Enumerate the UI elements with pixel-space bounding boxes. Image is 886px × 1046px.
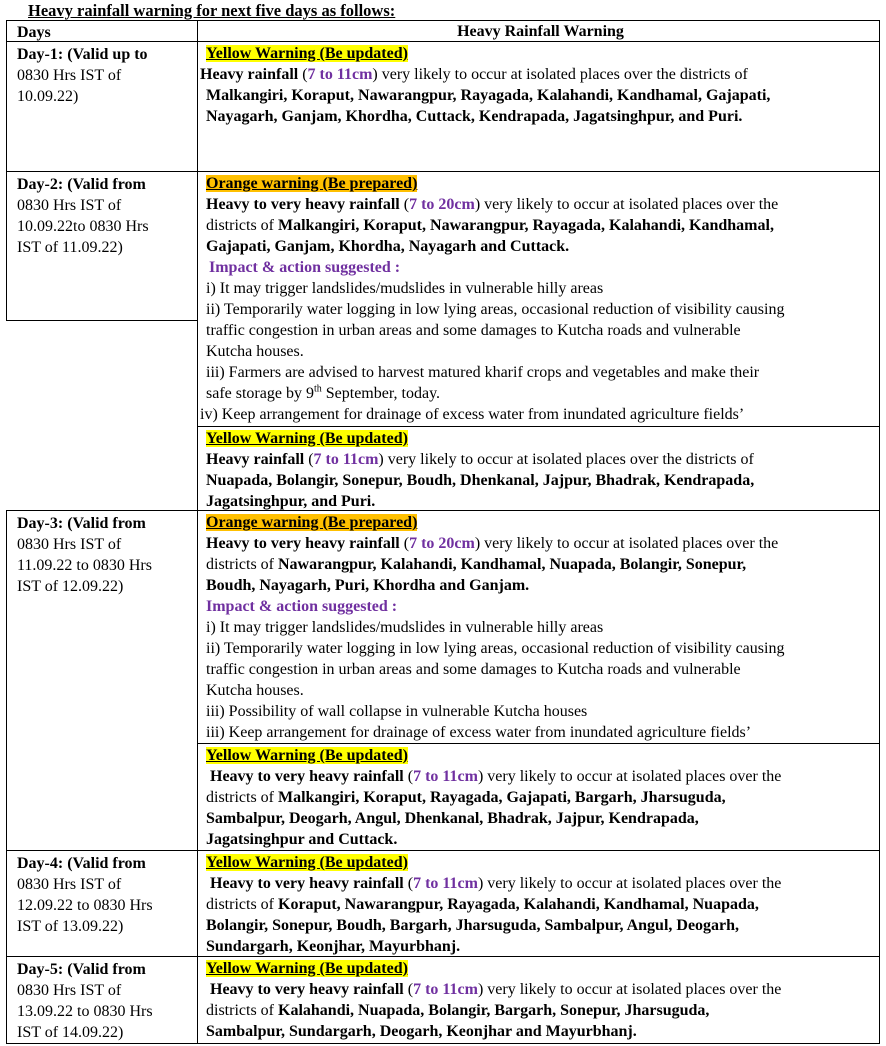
day-5-line-2: 0830 Hrs IST of [17,982,122,999]
day-5-warning [197,956,880,1044]
day-3-validity [6,510,198,851]
orange-warning-badge: Orange warning (Be prepared) [206,514,418,531]
day-4-districts-2: Bolangir, Sonepur, Boudh, Bargarh, Jharsuguda, Sambalpur, Angul, Deogarh, [206,917,740,934]
day-5-validity [6,956,198,1044]
day-3-impact-2a: ii) Temporarily water logging in low lying areas, occasional reduction of visibility causing [206,640,785,657]
day-2-districts-2: Gajapati, Ganjam, Khordha, Nayagarh and Cuttack. [206,238,570,255]
day-5-line-1: Day-5: (Valid from [17,961,146,978]
day-5-districts-2: Sambalpur, Sundargarh, Deogarh, Keonjhar and Mayurbhanj. [206,1023,637,1040]
day-2-yellow-warning [197,426,880,511]
day-3-line-4: IST of 12.09.22) [17,578,124,595]
day-2-districts-1: districts of Malkangiri, Koraput, Nawarangpur, Rayagada, Kalahandi, Kandhamal, [206,217,774,234]
day-2-line-3: 10.09.22to 0830 Hrs [17,218,149,235]
day-3-y-districts-2: Sambalpur, Deogarh, Angul, Dhenkanal, Bhadrak, Jajpur, Kendrapada, [206,810,699,827]
header-warning [197,20,880,42]
day-3-impact-2c: Kutcha houses. [206,682,304,699]
header-days-label: Days [17,24,51,41]
day-5-districts-1: districts of Kalahandi, Nuapada, Bolangir, Bargarh, Sonepur, Jharsuguda, [206,1002,710,1019]
day-1-districts-1: Malkangiri, Koraput, Nawarangpur, Rayagada, Kalahandi, Kandhamal, Gajapati, [206,87,771,104]
day-4-warning [197,850,880,957]
day-2-impact-3b: safe storage by 9th September, today. [206,383,441,402]
day-2-y-rain-text: Heavy rainfall (7 to 11cm) very likely to occur at isolated places over the districts of [206,451,754,468]
yellow-warning-badge: Yellow Warning (Be updated) [206,747,408,764]
day-3-impact-2b: traffic congestion in urban areas and some damages to Kutcha roads and vulnerable [206,661,741,678]
day-3-impact-4: iii) Keep arrangement for drainage of excess water from inundated agriculture fields’ [206,724,752,741]
day-3-rain-text: Heavy to very heavy rainfall (7 to 20cm) very likely to occur at isolated places over the [206,535,779,552]
day-5-rain-text: Heavy to very heavy rainfall (7 to 11cm) very likely to occur at isolated places over the [210,981,782,998]
day-3-line-3: 11.09.22 to 0830 Hrs [17,557,152,574]
day-4-rain-text: Heavy to very heavy rainfall (7 to 11cm) very likely to occur at isolated places over the [210,875,782,892]
day-3-districts-2: Boudh, Nayagarh, Puri, Khordha and Ganjam. [206,577,530,594]
day-4-districts-3: Sundargarh, Keonjhar, Mayurbhanj. [206,938,461,955]
day-2-impact-2b: traffic congestion in urban areas and some damages to Kutcha roads and vulnerable [206,322,741,339]
day-2-impact-1: i) It may trigger landslides/mudslides in vulnerable hilly areas [206,280,604,297]
day-2-y-districts-2: Jagatsinghpur, and Puri. [206,493,376,510]
day-1-validity [6,41,198,172]
yellow-warning-badge: Yellow Warning (Be updated) [206,854,408,871]
day-1-warning [197,41,880,172]
yellow-warning-badge: Yellow Warning (Be updated) [206,960,408,977]
day-2-line-1: Day-2: (Valid from [17,176,146,193]
day-2-impact-4: iv) Keep arrangement for drainage of excess water from inundated agriculture fields’ [200,406,745,423]
day-3-line-1: Day-3: (Valid from [17,515,146,532]
day-1-districts-2: Nayagarh, Ganjam, Khordha, Cuttack, Kendrapada, Jagatsinghpur, and Puri. [206,108,743,125]
day-4-districts-1: districts of Koraput, Nawarangpur, Rayagada, Kalahandi, Kandhamal, Nuapada, [206,896,759,913]
day-4-line-1: Day-4: (Valid from [17,855,146,872]
day-1-rain-text: Heavy rainfall (7 to 11cm) very likely to occur at isolated places over the districts of [200,66,748,83]
day-3-districts-1: districts of Nawarangpur, Kalahandi, Kandhamal, Nuapada, Bolangir, Sonepur, [206,556,747,573]
day-3-impact-3: iii) Possibility of wall collapse in vulnerable Kutcha houses [206,703,588,720]
day-2-impact-3a: iii) Farmers are advised to harvest matured kharif crops and vegetables and make their [206,364,760,381]
day-2-line-2: 0830 Hrs IST of [17,197,122,214]
header-days [6,20,198,42]
day-3-y-districts-1: districts of Malkangiri, Koraput, Rayagada, Gajapati, Bargarh, Jharsuguda, [206,789,726,806]
day-2-impact-2c: Kutcha houses. [206,343,304,360]
day-2-rain-text: Heavy to very heavy rainfall (7 to 20cm) very likely to occur at isolated places over the [206,196,779,213]
day-4-validity [6,850,198,957]
day-1-line-3: 10.09.22) [17,88,79,105]
day-4-line-3: 12.09.22 to 0830 Hrs [17,897,153,914]
day-3-warning [197,510,880,744]
day-5-line-3: 13.09.22 to 0830 Hrs [17,1003,153,1020]
day-3-y-rain-text: Heavy to very heavy rainfall (7 to 11cm) very likely to occur at isolated places over the [210,768,782,785]
yellow-warning-badge: Yellow Warning (Be updated) [206,430,408,447]
day-3-impact-heading: Impact & action suggested : [206,598,398,615]
day-3-impact-1: i) It may trigger landslides/mudslides in vulnerable hilly areas [206,619,604,636]
page-title: Heavy rainfall warning for next five days as follows: [28,1,396,20]
day-5-line-4: IST of 14.09.22) [17,1024,124,1041]
day-2-impact-heading: Impact & action suggested : [209,259,401,276]
day-2-validity [6,171,198,321]
day-2-warning [197,171,880,427]
day-3-line-2: 0830 Hrs IST of [17,536,122,553]
yellow-warning-badge: Yellow Warning (Be updated) [206,45,408,62]
day-2-y-districts-1: Nuapada, Bolangir, Sonepur, Boudh, Dhenkanal, Jajpur, Bhadrak, Kendrapada, [206,472,755,489]
header-warning-label: Heavy Rainfall Warning [457,23,624,40]
day-4-line-2: 0830 Hrs IST of [17,876,122,893]
day-3-y-districts-3: Jagatsinghpur and Cuttack. [206,831,398,848]
day-3-yellow-warning [197,743,880,851]
day-2-impact-2a: ii) Temporarily water logging in low lying areas, occasional reduction of visibility causing [206,301,785,318]
orange-warning-badge: Orange warning (Be prepared) [206,175,418,192]
day-1-line-2: 0830 Hrs IST of [17,67,122,84]
day-1-line-1: Day-1: (Valid up to [17,46,148,63]
day-2-line-4: IST of 11.09.22) [17,239,123,256]
day-4-line-4: IST of 13.09.22) [17,918,124,935]
